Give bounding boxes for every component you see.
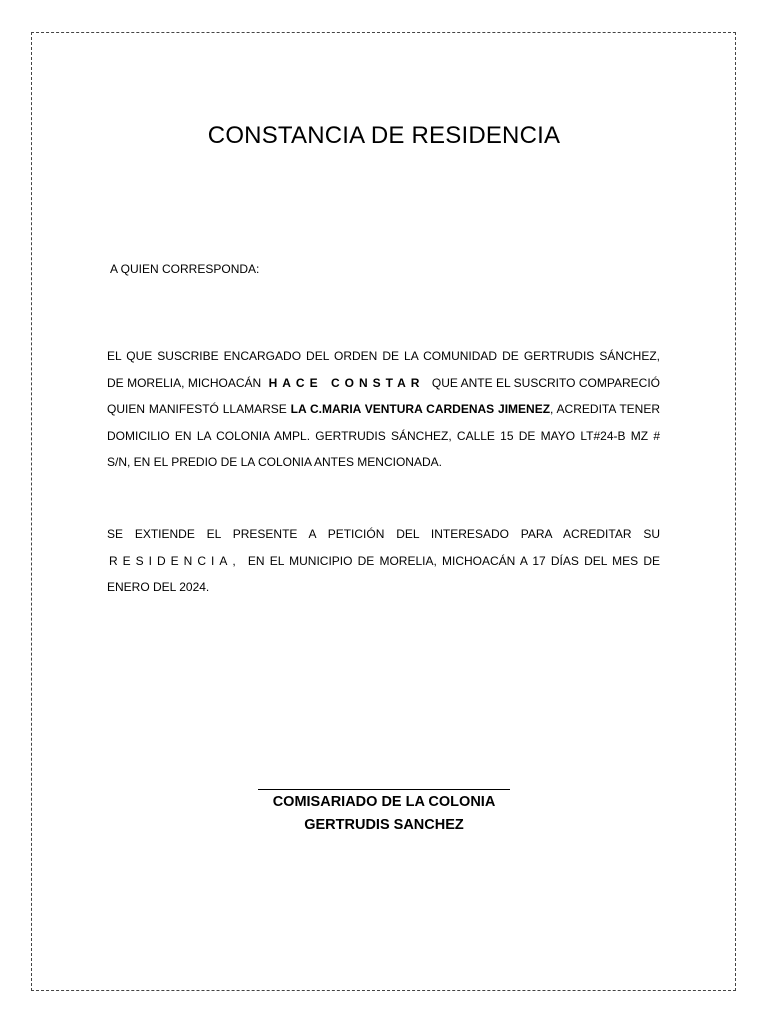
body-paragraph-1 <box>107 343 660 476</box>
signature-line <box>258 789 510 790</box>
paragraph-1-text-c: , ACREDITA TENER DOMICILIO EN LA COLONIA AMPL. GERTRUDIS SÁNCHEZ, CALLE 15 DE MAYO LT#24-B MZ # S/N, EN EL PREDIO DE LA COLONIA ANTES MENCIONADA. <box>107 402 660 469</box>
signature-title: COMISARIADO DE LA COLONIA <box>272 794 496 810</box>
paragraph-1-text-a: EL QUE SUSCRIBE ENCARGADO DEL ORDEN DE LA COMUNIDAD DE GERTRUDIS SÁNCHEZ, DE MORELIA, MICHOACÁN <box>107 349 660 390</box>
paragraph-2-text-b: EN EL MUNICIPIO DE MORELIA, MICHOACÁN A 17 DÍAS DEL MES DE ENERO DEL 2024. <box>107 553 660 594</box>
body-paragraph-2 <box>107 521 660 601</box>
resident-name: LA C.MARIA VENTURA CARDENAS JIMENEZ <box>290 402 551 416</box>
page-border <box>31 32 736 991</box>
signature-subtitle: GERTRUDIS SANCHEZ <box>304 817 464 833</box>
hace-constar-emphasis: HACE CONSTAR <box>268 375 425 390</box>
paragraph-1-text-b: QUE ANTE EL SUSCRITO COMPARECIÓ QUIEN MANIFESTÓ LLAMARSE <box>107 375 660 416</box>
paragraph-2-text-a: SE EXTIENDE EL PRESENTE A PETICIÓN DEL INTERESADO PARA ACREDITAR SU <box>107 527 660 541</box>
document-title: CONSTANCIA DE RESIDENCIA <box>207 122 561 149</box>
residencia-emphasis: RESIDENCIA, <box>109 553 241 568</box>
salutation: A QUIEN CORRESPONDA: <box>110 262 260 276</box>
